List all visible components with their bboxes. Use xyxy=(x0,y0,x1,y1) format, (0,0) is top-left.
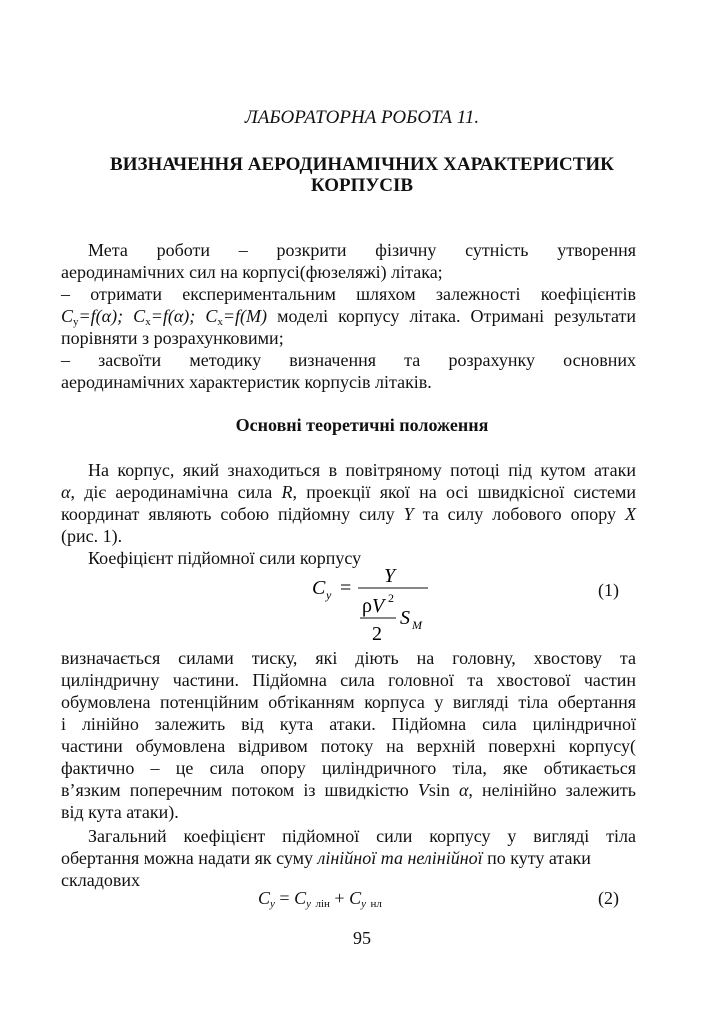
formula-2-sub-y2: y xyxy=(306,898,311,910)
formula-1-eq: = xyxy=(340,577,352,599)
text-span: , проекції якої на осі швидкісної системи xyxy=(292,482,637,502)
paragraph-line: складових xyxy=(61,870,140,890)
paragraph-line: аеродинамічних сил на корпусі(фюзеляжі) літака; xyxy=(61,262,443,282)
symbol-alpha: α xyxy=(61,482,71,502)
paragraph-line xyxy=(61,848,636,869)
formula-2-plus: + xyxy=(334,888,345,908)
text-span: sin xyxy=(428,780,459,800)
text-span: по куту атаки xyxy=(482,848,591,868)
text-span: Мета роботи – розкрити фізичну сутність утворення xyxy=(88,240,636,260)
paragraph-line: і лінійно залежить від кута атаки. Підйомна сила циліндричної xyxy=(61,714,636,734)
paragraph-line xyxy=(61,780,636,801)
lab-title: ЛАБОРАТОРНА РОБОТА 11. xyxy=(244,107,480,128)
paragraph-line xyxy=(61,504,636,525)
paragraph-line: – засвоїти методику визначення та розрахунку основних xyxy=(61,350,636,370)
text-span: обертання можна надати як суму xyxy=(61,848,318,868)
paragraph-line: (рис. 1). xyxy=(61,526,123,546)
paragraph-line: – отримати експериментальним шляхом залежності коефіцієнтів xyxy=(61,284,636,304)
paragraph-line: Загальний коефіцієнт підйомної сили корпусу у вигляді тіла xyxy=(88,826,636,846)
symbol-x: X xyxy=(625,504,636,524)
paragraph-line: На корпус, який знаходиться в повітряному потоці під кутом атаки xyxy=(88,460,636,480)
formula-1-sub-m: M xyxy=(412,618,422,632)
paragraph-line xyxy=(88,240,636,261)
formula-cx-alpha: $C_x=f(\alpha)$; xyxy=(133,306,196,328)
formula-2: Cy = Cy $_{лін}$ + Cy $_{нл}$ xyxy=(258,888,382,910)
paragraph-line: обумовлена потенційним обтіканням корпуса у вигляді тіла обертання xyxy=(61,692,636,712)
formula-2-lin: лін xyxy=(315,898,330,910)
subheading: Основні теоретичні положення xyxy=(235,415,489,435)
text-span: та силу лобового опору xyxy=(413,504,625,524)
symbol-r: R xyxy=(281,482,293,502)
italic-text: лінійної та нелінійної xyxy=(317,848,483,868)
formula-1 xyxy=(300,560,440,650)
formula-1-rho: ρ xyxy=(362,595,372,617)
paragraph-line: частини обумовлена відривом потоку на верхній поверхні корпусу( xyxy=(61,736,636,756)
section-title-line-1: ВИЗНАЧЕННЯ АЕРОДИНАМІЧНИХ ХАРАКТЕРИСТИК xyxy=(110,154,614,175)
text-span: координат являють собою підйомну силу xyxy=(61,504,404,524)
formula-2-sub-y1: y xyxy=(270,898,275,910)
text-span: в’язким поперечним потоком із швидкістю xyxy=(61,780,418,800)
formula-1-two: 2 xyxy=(372,623,382,645)
formula-cx-m: $C_x=f(M)$ xyxy=(205,306,267,328)
section-title-line-2: КОРПУСІВ xyxy=(310,175,414,196)
formula-2-eq: = xyxy=(279,888,290,908)
symbol-alpha: α xyxy=(458,780,469,800)
formula-1-cy: C xyxy=(312,577,326,599)
paragraph-line: фактично – це сила опору циліндричного тіла, яке обтикається xyxy=(61,758,636,778)
text-span: , нелінійно залежить xyxy=(468,780,636,800)
page-number: 95 xyxy=(353,928,371,948)
formula-2-sub-y3: y xyxy=(361,898,366,910)
formula-1-sq: 2 xyxy=(388,591,394,605)
equation-number-2: (2) xyxy=(598,888,619,908)
formula-1-num-y: Y xyxy=(384,565,396,587)
equation-number-1: (1) xyxy=(598,580,619,600)
symbol-v: V xyxy=(417,780,429,800)
formula-1-sub-y: y xyxy=(326,588,332,602)
text-span: , діє аеродинамічна сила xyxy=(70,482,282,502)
text-span: моделі корпусу літака. Отримані результати xyxy=(277,306,636,326)
formula-cy: $C_y=f(\alpha)$; xyxy=(61,306,124,328)
paragraph-line: циліндричну частини. Підйомна сила головної та хвостової частин xyxy=(61,670,636,690)
paragraph-line: аеродинамічних характеристик корпусів літаків. xyxy=(61,372,432,392)
formula-1-s: S xyxy=(400,607,410,629)
formula-2-nl: нл xyxy=(370,898,382,910)
paragraph-line: від кута атаки). xyxy=(61,802,179,822)
paragraph-line xyxy=(61,482,636,503)
formula-1-v: V xyxy=(372,595,385,617)
paragraph-line: порівняти з розрахунковими; xyxy=(61,328,284,348)
symbol-y: Y xyxy=(403,504,414,524)
paragraph-line: визначається силами тиску, які діють на головну, хвостову та xyxy=(61,648,636,668)
paragraph-line: Коефіцієнт підйомної сили корпусу xyxy=(88,548,362,568)
